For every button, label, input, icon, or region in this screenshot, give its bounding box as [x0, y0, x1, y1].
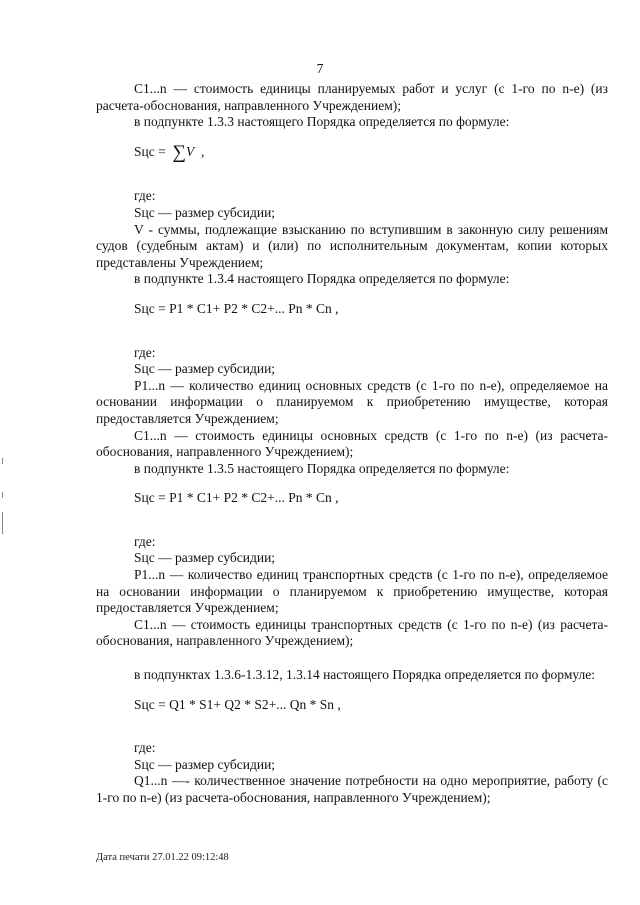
print-date-footer: Дата печати 27.01.22 09:12:48 [96, 852, 229, 863]
definition: P1...n — количество единиц основных средств (с 1-го по n-е), определяемое на основании информации о планируемом к приобретению имуществе, которая предоставляется Учреждением; [96, 377, 608, 426]
where-label: где: [134, 188, 156, 204]
margin-mark [2, 512, 3, 534]
formula: Sцс = P1 * C1+ P2 * C2+... Pn * Cn , [134, 490, 339, 506]
definition: Sцс — размер субсидии; [134, 361, 276, 377]
formula-prefix: Sцс = [134, 143, 170, 159]
page-number: 7 [316, 61, 324, 76]
definition: Sцс — размер субсидии; [134, 204, 276, 220]
definition: Sцс — размер субсидии; [134, 550, 276, 566]
definition: V - суммы, подлежащие взысканию по вступившим в законную силу решениям судов (судебным актам) и (или) по исполнительным документам, копии которых представлены Учреждением; [96, 221, 608, 270]
formula: Sцс = Q1 * S1+ Q2 * S2+... Qn * Sn , [134, 696, 341, 712]
sum-symbol: ∑ [172, 141, 187, 163]
paragraph: в подпункте 1.3.5 настоящего Порядка определяется по формуле: [134, 460, 510, 476]
paragraph: в подпункте 1.3.4 настоящего Порядка определяется по формуле: [134, 271, 510, 287]
margin-mark [2, 492, 3, 498]
paragraph: C1...n — стоимость единицы планируемых работ и услуг (с 1-го по n-е) (из расчета-обоснования, направленного Учреждением); [96, 81, 608, 113]
definition: C1...n — стоимость единицы основных средств (с 1-го по n-е) (из расчета-обоснования, направленного Учреждением); [96, 427, 608, 460]
formula-variable: V [186, 143, 195, 159]
definition: P1...n — количество единиц транспортных средств (с 1-го по n-е), определяемое на основании информации о планируемом к приобретению имуществе, которая предоставляется Учреждением; [96, 567, 608, 616]
where-label: где: [134, 533, 156, 549]
formula-suffix: , [194, 143, 205, 159]
where-label: где: [134, 740, 156, 756]
definition: Sцс — размер субсидии; [134, 756, 276, 772]
formula: Sцс = P1 * C1+ P2 * C2+... Pn * Cn , [134, 300, 339, 316]
where-label: где: [134, 344, 156, 360]
document-body [96, 81, 608, 807]
paragraph: в подпункте 1.3.3 настоящего Порядка определяется по формуле: [134, 114, 510, 130]
formula [96, 141, 608, 163]
margin-mark [2, 458, 3, 464]
definition: Q1...n —- количественное значение потребности на одно мероприятие, работу (с 1-го по n-е) (из расчета-обоснования, направленного Учреждением); [96, 773, 608, 805]
definition: C1...n — стоимость единицы транспортных средств (с 1-го по n-е) (из расчета-обоснования, направленного Учреждением); [96, 616, 608, 649]
paragraph: в подпунктах 1.3.6-1.3.12, 1.3.14 настоящего Порядка определяется по формуле: [134, 667, 596, 683]
